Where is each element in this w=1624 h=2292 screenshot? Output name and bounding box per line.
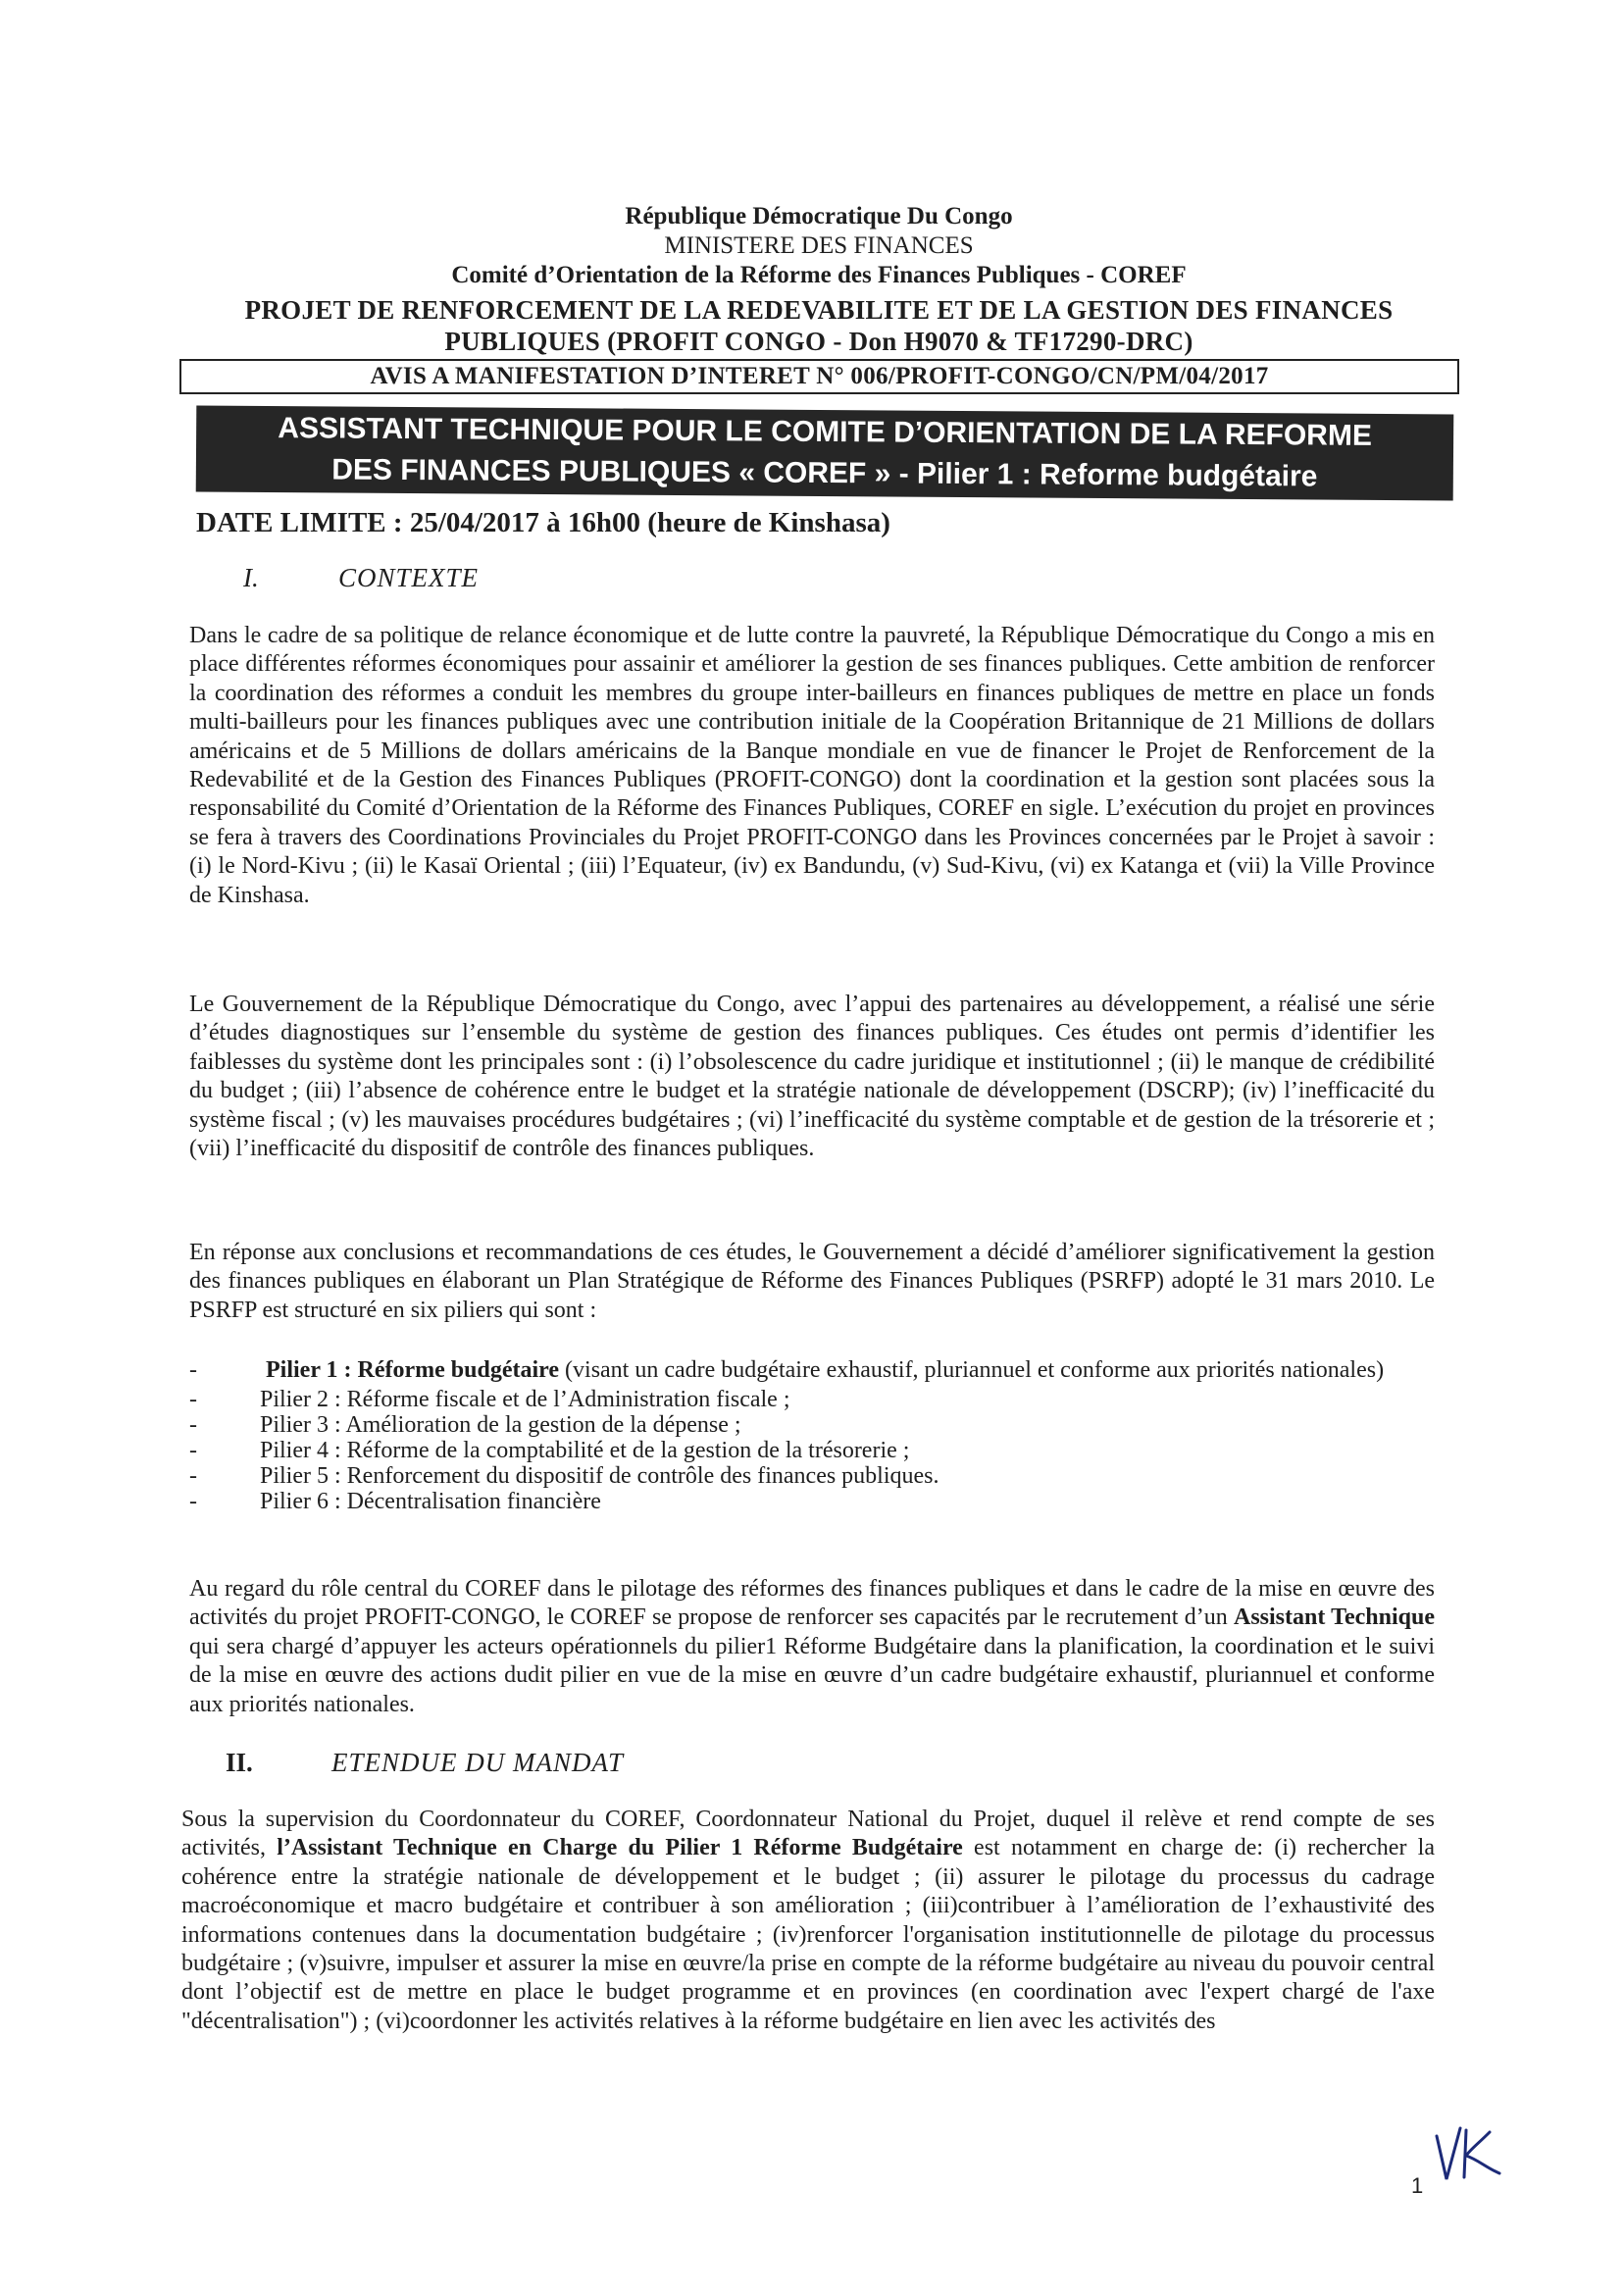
pillar-text: Pilier 3 : Amélioration de la gestion de la dépense ; [260, 1412, 741, 1438]
deadline-value: 25/04/2017 à 16h00 (heure de Kinshasa) [409, 507, 890, 538]
section1-paragraph3: En réponse aux conclusions et recommandations de ces études, le Gouvernement a décidé d’améliorer significativement la gestion des finances publiques en élaborant un Plan Stratégique de Réforme des Finances Publiques (PSRFP) adopté le 31 mars 2010. Le PSRFP est structuré en six piliers qui sont : [189, 1240, 1435, 1323]
section1-paragraph1: Dans le cadre de sa politique de relance économique et de lutte contre la pauvreté, la République Démocratique du Congo a mis en place différentes réformes économiques pour assainir et améliorer la gestion de ses finances publiques. Cette ambition de renforcer la coordination des réformes a conduit les membres du groupe inter-bailleurs en finances publiques de mettre en place un fonds multi-bailleurs pour les finances publiques avec une contribution initiale de la Coopération Britannique de 21 Millions de dollars américains et de 5 Millions de dollars américains de la Banque mondiale en vue de financer le Projet de Renforcement de la Redevabilité et de la Gestion des Finances Publiques (PROFIT-CONGO) dont la coordination et la gestion sont placées sous la responsabilité du Comité d’Orientation de la Réforme des Finances Publiques, COREF en sigle. L’exécution du projet en provinces se fera à travers des Coordinations Provinciales du Projet PROFIT-CONGO dans les Provinces concernées par le Projet à savoir : (i) le Nord-Kivu ; (ii) le Kasaï Oriental ; (iii) l’Equateur, (iv) ex Bandundu, (v) Sud-Kivu, (vi) ex Katanga et (vii) la Ville Province de Kinshasa. [189, 623, 1435, 908]
paragraph4-text-end: qui sera chargé d’appuyer les acteurs opérationnels du pilier1 Réforme Budgétaire dans la planification, la coordination et le suivi de la mise en œuvre des actions dudit pilier en vue de la mise en œuvre d’un cadre budgétaire exhaustif, pluriannuel et conforme aux priorités nationales. [189, 1633, 1435, 1717]
title-banner [196, 406, 1454, 501]
pillar-text: Pilier 2 : Réforme fiscale et de l’Administration fiscale ; [260, 1387, 790, 1412]
paragraph4-bold: Assistant Technique [1233, 1604, 1435, 1631]
list-item: - Pilier 2 : Réforme fiscale et de l’Administration fiscale ; [189, 1387, 790, 1412]
list-item: - Pilier 5 : Renforcement du dispositif de contrôle des finances publiques. [189, 1463, 939, 1489]
mandate-bold: l’Assistant Technique en Charge du Pilier 1 Réforme Budgétaire [277, 1835, 963, 1861]
section1-title: CONTEXTE [338, 563, 480, 592]
section1-paragraph4 [189, 1575, 1435, 1719]
header-project-line1: PROJET DE RENFORCEMENT DE LA REDEVABILITE ET DE LA GESTION DES FINANCES [244, 295, 1394, 325]
section2-title: ETENDUE DU MANDAT [331, 1748, 624, 1777]
mandate-text: Sous la supervision du Coordonnateur du COREF, Coordonnateur National du Projet, duquel il relève et rend compte de ses activités, [181, 1807, 1435, 1861]
notice-box: AVIS A MANIFESTATION D’INTERET N° 006/PROFIT-CONGO/CN/PM/04/2017 [179, 359, 1459, 394]
deadline [196, 507, 890, 539]
section2-number: II. [226, 1748, 253, 1777]
section1-number: I. [243, 563, 259, 592]
pillar-text: Pilier 5 : Renforcement du dispositif de contrôle des finances publiques. [260, 1463, 939, 1489]
pillar-text: Pilier 4 : Réforme de la comptabilité et de la gestion de la trésorerie ; [260, 1438, 910, 1463]
list-item: - Pilier 6 : Décentralisation financière [189, 1489, 601, 1514]
pillar-text: Pilier 6 : Décentralisation financière [260, 1489, 601, 1514]
pillar-list [189, 1356, 1435, 1514]
list-item: - Pilier 3 : Amélioration de la gestion de la dépense ; [189, 1412, 741, 1438]
pillar1-description: (visant un cadre budgétaire exhaustif, pluriannuel et conforme aux priorités nationales) [559, 1357, 1385, 1383]
header-committee: Comité d’Orientation de la Réforme des Finances Publiques - COREF [451, 262, 1187, 288]
pillar1-label: Pilier 1 : Réforme budgétaire [266, 1357, 560, 1383]
section2-paragraph1 [181, 1806, 1435, 2036]
section1-paragraph2: Le Gouvernement de la République Démocratique du Congo, avec l’appui des partenaires au développement, a réalisé une série d’études diagnostiques sur l’ensemble du système de gestion des finances publiques. Ces études ont permis d’identifier les faiblesses du système dont les principales sont : (i) l’obsolescence du cadre juridique et institutionnel ; (ii) le manque de crédibilité du budget ; (iii) l’absence de cohérence entre le budget et la stratégie nationale de développement (DSCRP); (iv) l’inefficacité du système fiscal ; (v) les mauvaises procédures budgétaires ; (vi) l’inefficacité du système comptable et de gestion de la trésorerie et ; (vii) l’inefficacité du dispositif de contrôle des finances publiques. [189, 992, 1435, 1162]
deadline-label: DATE LIMITE : [196, 507, 403, 538]
header-ministry: MINISTERE DES FINANCES [664, 232, 974, 259]
list-item: - Pilier 1 : Réforme budgétaire (visant un cadre budgétaire exhaustif, pluriannuel et conforme aux priorités nationales) [189, 1357, 1385, 1383]
banner-line2: DES FINANCES PUBLIQUES « COREF » - Pilier 1 : Reforme budgétaire [331, 453, 1318, 493]
mandate-text-end: est notamment en charge de: (i) rechercher la cohérence entre la stratégie nationale de développement et le budget ; (ii) assurer le pilotage du processus du cadrage macroéconomique et macro budgétaire et contribuer à son amélioration ; (iii)contribuer à l’amélioration de l’exhaustivité des informations contenues dans la documentation budgétaire ; (iv)renforcer l'organisation institutionnelle de pilotage du processus budgétaire ; (v)suivre, impulser et assurer la mise en œuvre/la prise en compte de la réforme budgétaire au niveau du pouvoir central dont l’objectif est de mettre en place le budget programme et en provinces (en coordination avec l'expert chargé de l'axe "décentralisation") ; (vi)coordonner les activités relatives à la réforme budgétaire en lien avec les activités des [181, 1835, 1436, 2034]
banner-line1: ASSISTANT TECHNIQUE POUR LE COMITE D’ORIENTATION DE LA REFORME [278, 412, 1373, 452]
header-republic: République Démocratique Du Congo [625, 203, 1013, 229]
page-number: 1 [1411, 2173, 1424, 2198]
paragraph4-text: Au regard du rôle central du COREF dans le pilotage des réformes des finances publiques et dans le cadre de la mise en œuvre des activités du projet PROFIT-CONGO, le COREF se propose de renforcer ses capacités par le recrutement d’un [189, 1576, 1435, 1631]
header-project-line2: PUBLIQUES (PROFIT CONGO - Don H9070 & TF17290-DRC) [444, 327, 1193, 356]
initials-signature [1427, 2118, 1505, 2189]
list-item: - Pilier 4 : Réforme de la comptabilité et de la gestion de la trésorerie ; [189, 1438, 910, 1463]
